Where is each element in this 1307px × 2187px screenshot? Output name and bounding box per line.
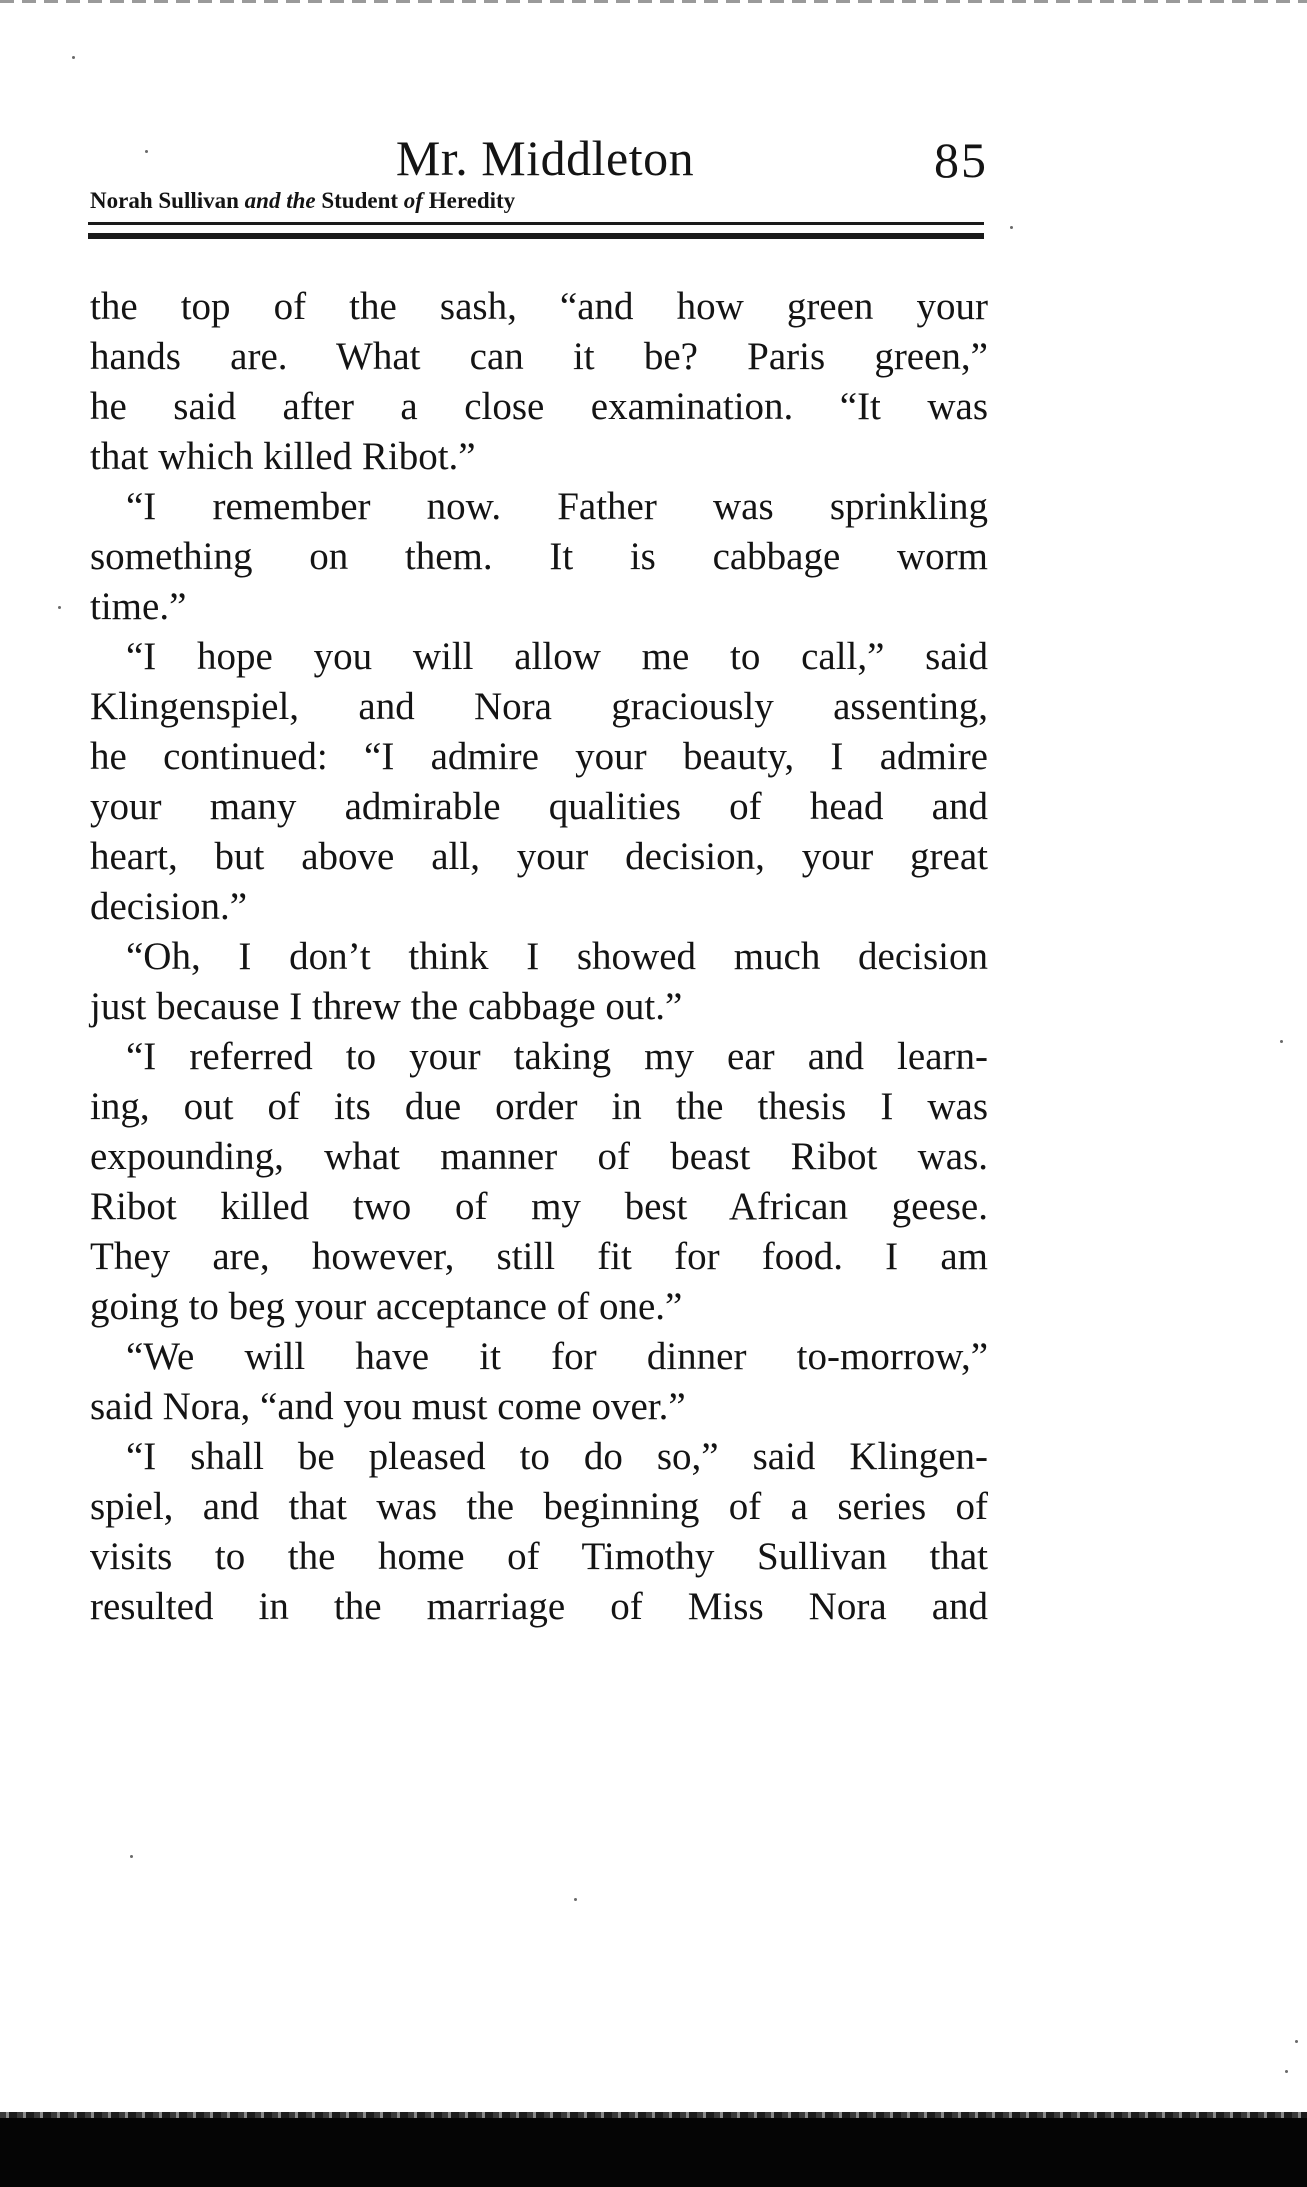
- text-line: he continued: “I admire your beauty, I admire: [90, 735, 988, 778]
- text-line: “I referred to your taking my ear and learn-: [126, 1035, 988, 1078]
- scan-speck: [1295, 2040, 1298, 2043]
- scan-speck: [72, 56, 75, 59]
- text-line: Klingenspiel, and Nora graciously assenting,: [90, 685, 988, 728]
- text-line: “I remember now. Father was sprinkling: [126, 485, 988, 528]
- text-line: said Nora, “and you must come over.”: [90, 1385, 686, 1428]
- text-line: “Oh, I don’t think I showed much decision: [126, 935, 988, 978]
- scan-speck: [574, 1898, 577, 1901]
- text-line: expounding, what manner of beast Ribot was.: [90, 1135, 988, 1178]
- text-line: “I shall be pleased to do so,” said Klingen-: [126, 1435, 988, 1478]
- chapter-subtitle: [90, 186, 515, 216]
- header-rule-thick: [88, 233, 984, 239]
- text-line: something on them. It is cabbage worm: [90, 535, 988, 578]
- text-line: hands are. What can it be? Paris green,”: [90, 335, 988, 378]
- scan-speck: [1285, 2070, 1288, 2073]
- running-title: Mr. Middleton: [395, 130, 695, 186]
- text-line: “I hope you will allow me to call,” said: [126, 635, 988, 678]
- text-line: he said after a close examination. “It was: [90, 385, 988, 428]
- page-top-edge: [0, 0, 1307, 3]
- scan-speck: [1280, 1040, 1283, 1043]
- text-line: ing, out of its due order in the thesis I was: [90, 1085, 988, 1128]
- scan-bottom-band: [0, 2118, 1307, 2187]
- header-rule-thin: [88, 222, 984, 225]
- text-line: spiel, and that was the beginning of a series of: [90, 1485, 988, 1528]
- text-line: just because I threw the cabbage out.”: [90, 985, 683, 1028]
- text-line: your many admirable qualities of head and: [90, 785, 988, 828]
- page-number: 85: [934, 132, 988, 188]
- text-line: They are, however, still fit for food. I am: [90, 1235, 988, 1278]
- text-line: the top of the sash, “and how green your: [90, 285, 988, 328]
- text-line: time.”: [90, 585, 187, 628]
- subtitle-part-italic: of: [403, 188, 423, 213]
- subtitle-part-italic: and the: [244, 188, 316, 213]
- subtitle-part: Heredity: [422, 188, 516, 213]
- scan-speck: [145, 150, 148, 153]
- text-line: decision.”: [90, 885, 248, 928]
- text-line: going to beg your acceptance of one.”: [90, 1285, 683, 1328]
- text-line: resulted in the marriage of Miss Nora and: [90, 1585, 988, 1628]
- text-line: that which killed Ribot.”: [90, 435, 476, 478]
- scan-speck: [1010, 226, 1013, 229]
- subtitle-part: Student: [315, 188, 404, 213]
- scan-speck: [130, 1855, 133, 1858]
- subtitle-part: Norah Sullivan: [90, 188, 245, 213]
- scan-speck: [58, 606, 61, 609]
- body-text: [90, 282, 988, 1632]
- text-line: “We will have it for dinner to-morrow,”: [126, 1335, 988, 1378]
- text-line: heart, but above all, your decision, your great: [90, 835, 988, 878]
- text-line: Ribot killed two of my best African geese.: [90, 1185, 988, 1228]
- text-line: visits to the home of Timothy Sullivan that: [90, 1535, 988, 1578]
